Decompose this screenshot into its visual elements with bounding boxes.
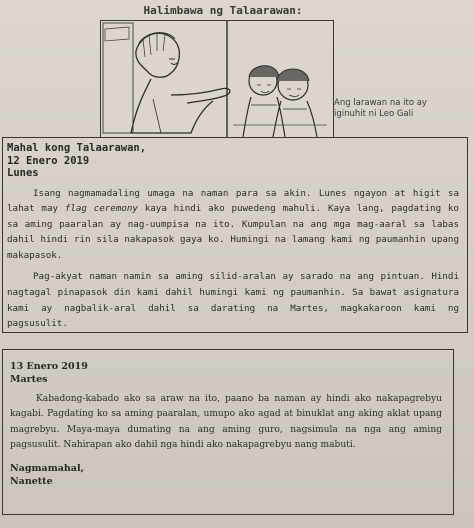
diary-entry-2 [2, 349, 454, 515]
diary-entry-1 [2, 137, 468, 333]
entry-paragraph-1: Isang nagmamadaling umaga na naman para sa akin. Lunes ngayon at higit sa lahat may flag ceremony kaya hindi ako puwedeng mahuli. Kaya lang, pagdating ko sa aming paaralan ay nag-uumpisa na ito. Kumpulan na ang mga mag-aaral sa labas dahil hindi rin sila nakapasok gaya ko. Humingi na lamang kami ng paumanhin upang makapasok. [7, 187, 459, 261]
illustration-drawing [101, 21, 333, 137]
illustration-frame [100, 20, 334, 138]
entry-salutation: Mahal kong Talaarawan, [7, 142, 147, 154]
entry-day: Martes [10, 374, 48, 385]
entry-signature: Nanette [10, 475, 53, 487]
entry-date: 12 Enero 2019 [7, 154, 90, 167]
entry-paragraph: Kabadong-kabado ako sa araw na ito, paano ba naman ay hindi ako nakapagrebyu kagabi. Pagdating ko sa aming paaralan, umupo ako agad at binuklat ang aking aklat upang magrebyu. Maya-maya dumating na ang aming guro, nagsimula na nga ang aming pagsusulit. Nahirapan ako dahil nga hindi ako nakapagrebyu nang mabuti. [10, 394, 442, 451]
page-heading: Halimbawa ng Talaarawan: [143, 4, 303, 17]
entry-date: 13 Enero 2019 [10, 361, 88, 372]
entry-paragraph-2: Pag-akyat naman namin sa aming silid-aralan ay sarado na ang pintuan. Hindi nagtagal pinapasok din kami dahil humingi kami ng paumanhin. Sa bawat asignatura kami ay nagbalik-aral dahil sa darating na Martes, magkakaroon kami ng pagsusulit. [7, 271, 459, 330]
illustration-caption: Ang larawan na ito ay iginuhit ni Leo Gali [334, 98, 427, 119]
entry-closing: Nagmamahal, [10, 462, 84, 474]
entry-day: Lunes [7, 167, 39, 179]
